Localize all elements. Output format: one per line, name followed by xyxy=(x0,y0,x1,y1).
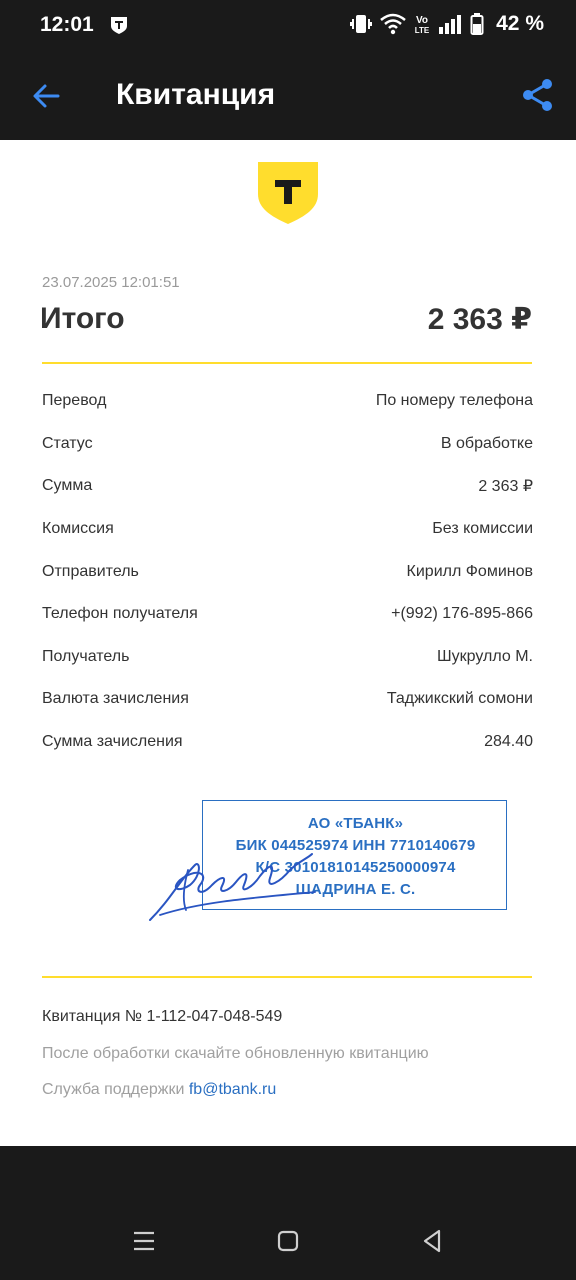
volte-icon xyxy=(414,12,430,36)
detail-row-recipient xyxy=(42,636,533,679)
detail-value: По номеру телефона xyxy=(375,392,533,410)
detail-row-status xyxy=(42,423,533,466)
detail-label: Телефон получателя xyxy=(42,605,198,623)
status-time: 12:01 xyxy=(40,13,94,36)
support-email-link[interactable]: fb@tbank.ru xyxy=(188,1081,277,1098)
volte-bottom-text: LTE xyxy=(414,26,430,35)
detail-row-sender xyxy=(42,550,533,593)
detail-row-commission xyxy=(42,508,533,551)
receipt-number: Квитанция № 1-112-047-048-549 xyxy=(42,1008,283,1025)
vibrate-icon xyxy=(350,12,372,36)
detail-label: Сумма зачисления xyxy=(42,733,183,751)
support-line xyxy=(42,1081,276,1099)
stamp-bik-inn: БИК 044525974 ИНН 7710140679 xyxy=(235,837,476,854)
app-header xyxy=(0,52,576,140)
detail-row-recipient-phone xyxy=(42,593,533,636)
recent-apps-icon[interactable] xyxy=(130,1230,158,1252)
wifi-icon xyxy=(380,13,406,35)
processing-notice: После обработки скачайте обновленную квитанцию xyxy=(42,1045,429,1062)
support-label: Служба поддержки xyxy=(42,1081,189,1098)
detail-value: Шукрулло М. xyxy=(437,647,533,665)
tbank-notification-icon xyxy=(109,15,129,35)
detail-row-amount xyxy=(42,465,533,508)
battery-icon xyxy=(470,12,484,36)
battery-percent: 42 % xyxy=(496,12,544,35)
detail-value: +(992) 176-895-866 xyxy=(391,605,533,623)
signature-image xyxy=(140,830,320,930)
page-title: Квитанция xyxy=(116,78,276,111)
status-icons xyxy=(350,12,544,36)
detail-label: Отправитель xyxy=(42,562,139,580)
stamp-account: К/С 30101810145250000974 xyxy=(255,859,456,876)
bank-stamp xyxy=(140,790,520,930)
tbank-logo xyxy=(258,162,318,224)
detail-label: Статус xyxy=(42,434,93,452)
detail-value: Без комиссии xyxy=(432,520,533,538)
home-icon[interactable] xyxy=(276,1229,300,1253)
detail-row-currency xyxy=(42,678,533,721)
detail-label: Сумма xyxy=(42,477,93,495)
detail-label: Получатель xyxy=(42,647,130,665)
detail-value: Таджикский сомони xyxy=(386,690,533,708)
detail-value: 2 363 ₽ xyxy=(478,478,533,496)
detail-row-credited-amount xyxy=(42,721,533,764)
details-list xyxy=(42,380,533,763)
detail-value: Кирилл Фоминов xyxy=(406,562,533,580)
total-amount: 2 363 ₽ xyxy=(427,303,532,336)
back-arrow-icon[interactable] xyxy=(28,78,64,114)
signal-icon xyxy=(438,13,462,35)
stamp-bank-name: АО «ТБАНК» xyxy=(307,815,404,832)
share-icon[interactable] xyxy=(520,77,556,113)
detail-label: Валюта зачисления xyxy=(42,690,189,708)
detail-row-transfer xyxy=(42,380,533,423)
divider xyxy=(42,976,532,978)
detail-label: Перевод xyxy=(42,392,107,410)
transaction-datetime: 23.07.2025 12:01:51 xyxy=(42,274,180,291)
detail-label: Комиссия xyxy=(42,520,114,538)
receipt-card xyxy=(0,140,576,1146)
stamp-signatory: ШАДРИНА Е. С. xyxy=(295,881,416,898)
divider xyxy=(42,362,532,364)
detail-value: В обработке xyxy=(440,434,533,452)
system-nav-bar xyxy=(0,1148,576,1280)
volte-top-text: Vo xyxy=(416,15,429,26)
status-bar xyxy=(0,0,576,52)
total-label: Итого xyxy=(40,302,125,335)
nav-back-icon[interactable] xyxy=(420,1228,444,1254)
detail-value: 284.40 xyxy=(484,733,533,751)
